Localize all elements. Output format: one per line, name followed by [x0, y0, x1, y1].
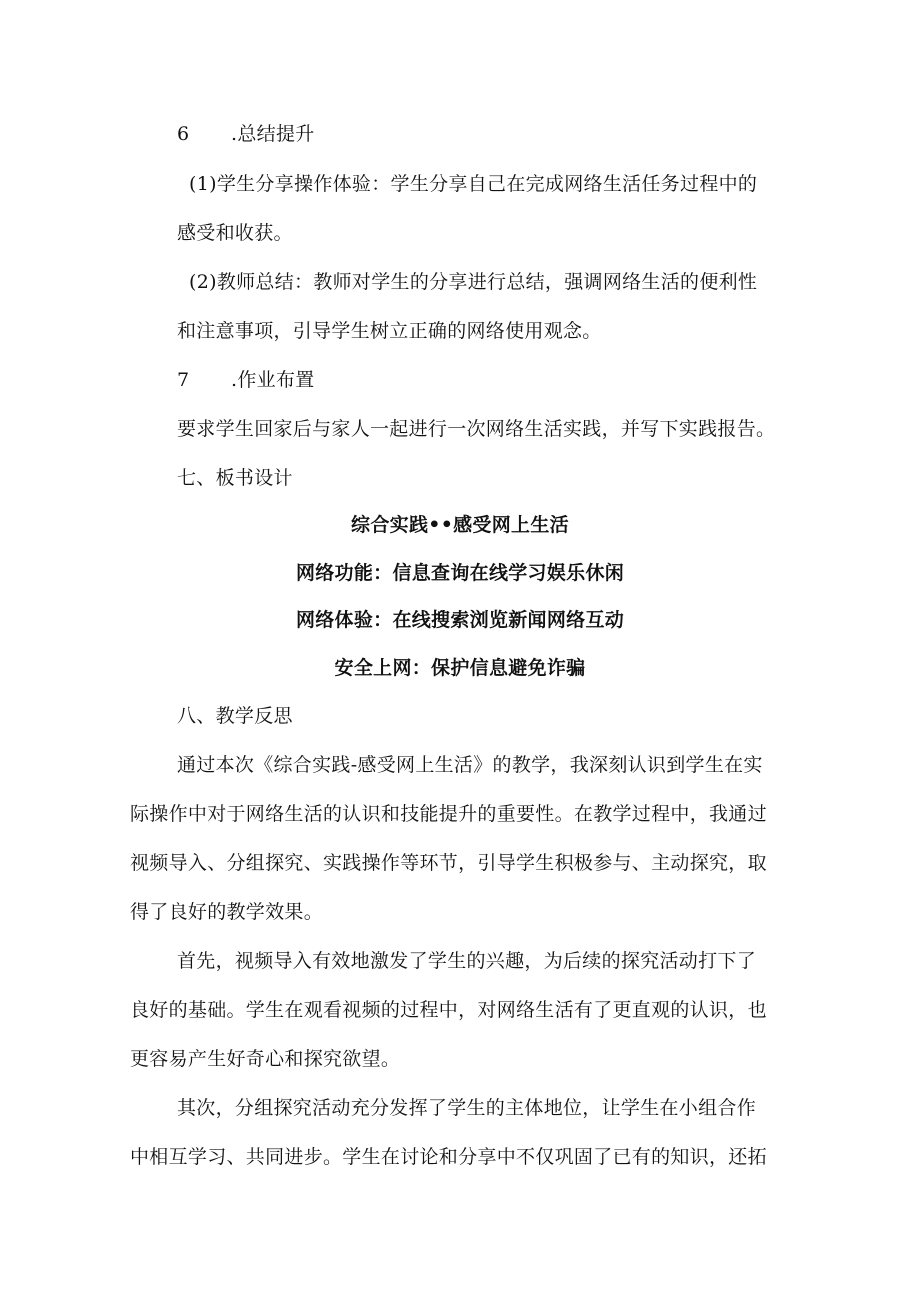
reflection-heading: 八、教学反思 [177, 705, 293, 727]
board-line: 安全上网：保护信息避免诈骗 [334, 657, 586, 679]
paragraph-line: 际操作中对于网络生活的认识和技能提升的重要性。在教学过程中，我通过 [130, 803, 767, 825]
board-line: 网络体验：在线搜索浏览新闻网络互动 [295, 609, 625, 631]
paragraph-line: 和注意事项，引导学生树立正确的网络使用观念。 [177, 320, 602, 342]
paragraph-line: 中相互学习、共同进步。学生在讨论和分享中不仅巩固了已有的知识，还拓 [130, 1146, 767, 1168]
board-design-heading: 七、板书设计 [177, 467, 293, 489]
section-title: .作业布置 [231, 369, 315, 391]
paragraph-line: 更容易产生好奇心和探究欲望。 [130, 1048, 401, 1070]
paragraph-line: 良好的基础。学生在观看视频的过程中，对网络生活有了更直观的认识，也 [130, 999, 767, 1021]
section-number: 7 [177, 369, 190, 391]
paragraph-line: 其次，分组探究活动充分发挥了学生的主体地位，让学生在小组合作 [177, 1097, 757, 1119]
board-line: 网络功能：信息查询在线学习娱乐休闲 [295, 562, 625, 584]
section-number: 6 [177, 123, 190, 145]
paragraph-line: 视频导入、分组探究、实践操作等环节，引导学生积极参与、主动探究，取 [130, 852, 767, 874]
paragraph-line: (1)学生分享操作体验：学生分享自己在完成网络生活任务过程中的 [189, 173, 758, 195]
paragraph-line: (2)教师总结：教师对学生的分享进行总结，强调网络生活的便利性 [189, 271, 758, 293]
section-6-heading [177, 122, 315, 146]
section-7-heading [177, 368, 315, 392]
board-title: 综合实践••感受网上生活 [351, 514, 569, 536]
paragraph-line: 首先，视频导入有效地激发了学生的兴趣，为后续的探究活动打下了 [177, 950, 757, 972]
paragraph-line: 得了良好的教学效果。 [130, 901, 324, 923]
paragraph-line: 通过本次《综合实践-感受网上生活》的教学，我深刻认识到学生在实 [177, 754, 763, 776]
paragraph-line: 感受和收获。 [177, 222, 293, 244]
section-title: .总结提升 [231, 123, 315, 145]
paragraph-line: 要求学生回家后与家人一起进行一次网络生活实践，并写下实践报告。 [177, 418, 776, 440]
